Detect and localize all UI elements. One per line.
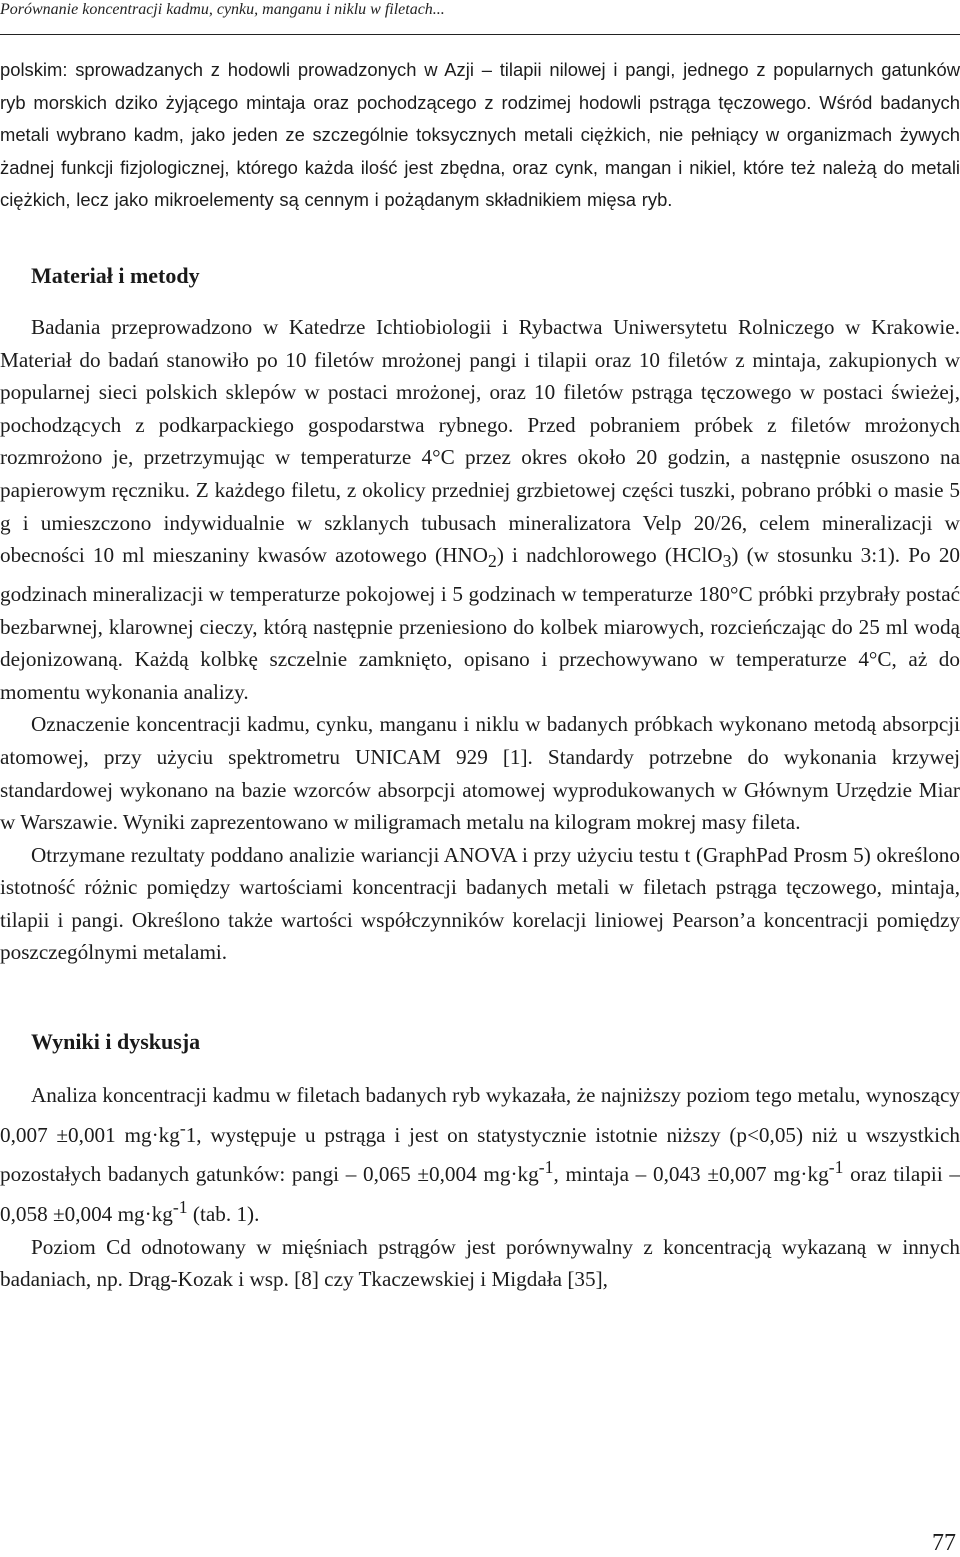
text-segment: oraz tilapii – 0,058 ±0,004 mg·kg bbox=[0, 1162, 960, 1227]
superscript: -1 bbox=[172, 1196, 188, 1217]
results-paragraph-2: Poziom Cd odnotowany w mięśniach pstrągów jest porównywalny z koncentracją wykazaną w innych badaniach, np. Drąg-Kozak i wsp. [8] czy Tkaczewskiej i Migdała [35], bbox=[0, 1234, 960, 1292]
text-segment: , mintaja – 0,043 ±0,007 mg·kg bbox=[553, 1162, 829, 1187]
materials-paragraph-3: Otrzymane rezultaty poddano analizie wariancji ANOVA i przy użyciu testu t (GraphPad Prosm 5) określono istotność różnic pomiędzy wartościami koncentracji badanych metali w filetach pstrąga tęczowego, mintaja, tilapii i pangi. Określono także wartości współczynników korelacji liniowej Pearson’a koncentracji pomiędzy poszczególnymi metalami. bbox=[0, 842, 960, 965]
superscript: - bbox=[179, 1117, 186, 1138]
superscript: -1 bbox=[828, 1157, 844, 1178]
section-heading-results: Wyniki i dyskusja bbox=[31, 1029, 201, 1055]
text-segment: ) i nadchlorowego (HClO bbox=[496, 543, 723, 568]
text-segment: Analiza koncentracji kadmu w filetach badanych ryb wykazała, że najniższy poziom tego metalu, wynoszący 0,007 ±0,001 mg·kg bbox=[0, 1083, 960, 1147]
section-heading-materials: Materiał i metody bbox=[31, 262, 200, 288]
text-segment: ) (w stosunku 3:1). Po 20 godzinach mineralizacji w temperaturze pokojowej i 5 godzinach w temperaturze 180°C próbki przybrały postać bezbarwnej, klarownej cieczy, którą następnie przeniesiono do kolbek miarowych, rozcieńczając do 25 ml wodą dejonizowaną. Każdą kolbkę szczelnie zamknięto, opisano i przechowywano w temperaturze 4°C, aż do momentu wykonania analizy. bbox=[0, 543, 960, 704]
materials-paragraph-2: Oznaczenie koncentracji kadmu, cynku, manganu i niklu w badanych próbkach wykonano metodą absorpcji atomowej, przy użyciu spektrometru UNICAM 929 [1]. Standardy potrzebne do wykonania krzywej standardowej wykonano na bazie wzorców absorpcji atomowej wyprodukowanych w Głównym Urzędzie Miar w Warszawie. Wyniki zaprezentowano w miligramach metalu na kilogram mokrej masy fileta. bbox=[0, 712, 960, 835]
results-paragraph-1 bbox=[0, 1079, 960, 1231]
materials-paragraph-1 bbox=[0, 311, 960, 708]
intro-paragraph: polskim: sprowadzanych z hodowli prowadzonych w Azji – tilapii nilowej i pangi, jednego z popularnych gatunków ryb morskich dziko żyjącego mintaja oraz pochodzącego z rodzimej hodowli pstrąga tęczowego. Wśród badanych metali wybrano kadm, jako jeden ze szczególnie toksycznych metali ciężkich, nie pełniący w organizmach żywych żadnej funkcji fizjologicznej, którego każda ilość jest zbędna, oraz cynk, mangan i nikiel, które też należą do metali ciężkich, lecz jako mikroelementy są cennym i pożądanym składnikiem mięsa ryb. bbox=[0, 59, 960, 211]
running-header: Porównanie koncentracji kadmu, cynku, manganu i niklu w filetach... bbox=[0, 1, 445, 18]
subscript: 2 bbox=[487, 551, 497, 572]
superscript: -1 bbox=[538, 1157, 554, 1178]
subscript: 3 bbox=[722, 551, 732, 572]
header-divider bbox=[0, 34, 960, 35]
text-segment: (tab. 1). bbox=[187, 1202, 260, 1227]
page-body bbox=[0, 54, 960, 1296]
text-segment: 1, występuje u pstrąga i jest on statystycznie istotnie niższy (p<0,05) niż u wszystkich pozostałych badanych gatunków: pangi – 0,065 ±0,004 mg·kg bbox=[0, 1122, 960, 1187]
text-segment: Badania przeprowadzono w Katedrze Ichtiobiologii i Rybactwa Uniwersytetu Rolniczego w Krakowie. Materiał do badań stanowiło po 10 filetów mrożonej pangi i tilapii oraz 10 filetów z mintaja, zakupionych w popularnej sieci polskich sklepów w postaci mrożonej, oraz 10 filetów pstrąga tęczowego w postaci świeżej, pochodzących z podkarpackiego gospodarstwa rybnego. Przed pobraniem próbek z filetów mrożonych rozmrożono je, przetrzymując w temperaturze 4°C przez okres około 20 godzin, a następnie osuszono na papierowym ręczniku. Z każdego filetu, z okolicy przedniej grzbietowej części tuszki, pobrano próbki o masie 5 g i umieszczono indywidualnie w szklanych tubusach mineralizatora Velp 20/26, celem mineralizacji w obecności 10 ml mieszaniny kwasów azotowego (HNO bbox=[0, 314, 960, 568]
page-number: 77 bbox=[932, 1530, 956, 1556]
